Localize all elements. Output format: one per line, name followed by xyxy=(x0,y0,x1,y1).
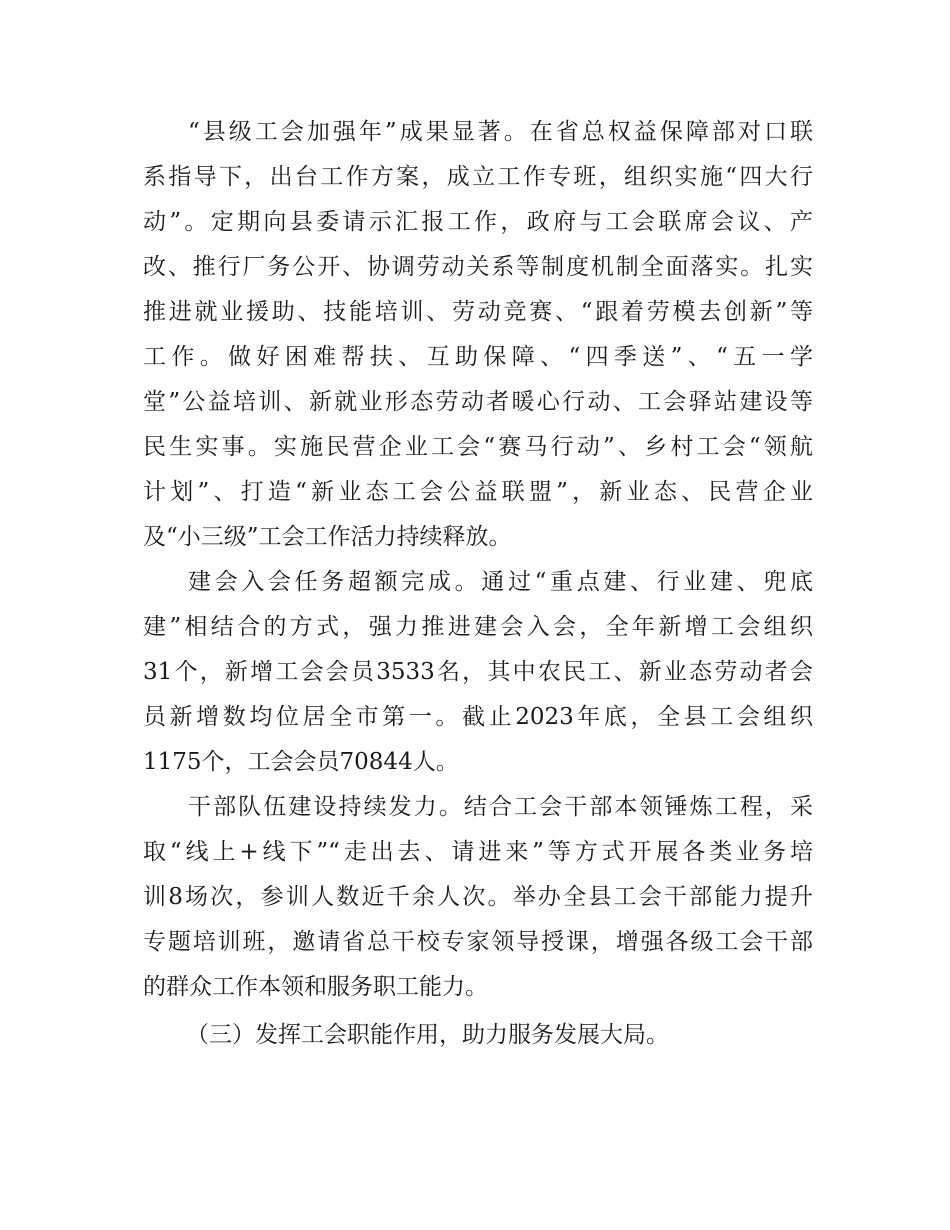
text-line: 改、推行厂务公开、协调劳动关系等制度机制全面落实。扎实 xyxy=(143,254,813,280)
text-line: 建会入会任务超额完成。通过“重点建、行业建、兜底 xyxy=(188,569,813,595)
text-line: 专题培训班，邀请省总干校专家领导授课，增强各级工会干部 xyxy=(143,929,813,955)
text-line: “县级工会加强年”成果显著。在省总权益保障部对口联 xyxy=(188,119,813,145)
text-line: 训8场次，参训人数近千余人次。举办全县工会干部能力提升 xyxy=(143,884,813,910)
text-line: 31个，新增工会会员3533名，其中农民工、新业态劳动者会 xyxy=(143,659,813,685)
text-line: 建”相结合的方式，强力推进建会入会，全年新增工会组织 xyxy=(143,614,813,640)
text-line: 计划”、打造“新业态工会公益联盟”，新业态、民营企业 xyxy=(143,479,813,505)
text-line: 动”。定期向县委请示汇报工作，政府与工会联席会议、产 xyxy=(143,209,813,235)
text-line: 民生实事。实施民营企业工会“赛马行动”、乡村工会“领航 xyxy=(143,434,813,460)
text-line: 的群众工作本领和服务职工能力。 xyxy=(143,974,488,1000)
text-line: 取“线上+线下”“走出去、请进来”等方式开展各类业务培 xyxy=(143,839,813,865)
section-heading: （三）发挥工会职能作用，助力服务发展大局。 xyxy=(186,1022,669,1048)
text-line: 工作。做好困难帮扶、互助保障、“四季送”、“五一学 xyxy=(143,344,813,370)
text-line: 干部队伍建设持续发力。结合工会干部本领锤炼工程，采 xyxy=(188,794,813,820)
text-line: 及“小三级”工会工作活力持续释放。 xyxy=(143,524,512,550)
text-line: 推进就业援助、技能培训、劳动竞赛、“跟着劳模去创新”等 xyxy=(143,299,813,325)
text-line: 1175个，工会会员70844人。 xyxy=(143,749,459,775)
text-line: 堂”公益培训、新就业形态劳动者暖心行动、工会驿站建设等 xyxy=(143,389,813,415)
text-line: 员新增数均位居全市第一。截止2023年底，全县工会组织 xyxy=(143,704,813,730)
text-line: 系指导下，出台工作方案，成立工作专班，组织实施“四大行 xyxy=(143,164,813,190)
